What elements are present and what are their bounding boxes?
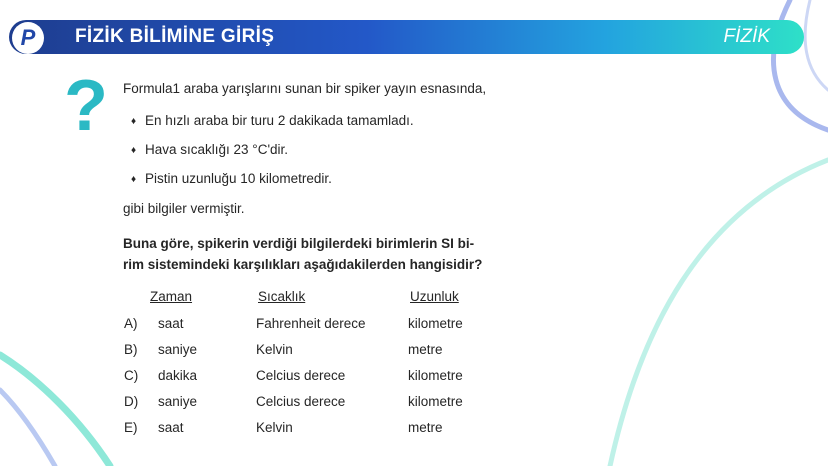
diamond-bullet-icon: ♦	[131, 174, 137, 185]
info-list	[131, 113, 414, 200]
list-item: ♦ En hızlı araba bir turu 2 dakikada tamamladı.	[131, 113, 414, 128]
list-item: ♦ Pistin uzunluğu 10 kilometredir.	[131, 171, 332, 186]
answer-option-b[interactable]: B) saniye Kelvin metre	[124, 342, 443, 357]
diamond-bullet-icon: ♦	[131, 145, 137, 156]
question-mark-icon: ?	[64, 66, 108, 146]
question-outro: gibi bilgiler vermiştir.	[123, 201, 245, 216]
answer-option-e[interactable]: E) saat Kelvin metre	[124, 420, 443, 435]
question-intro: Formula1 araba yarışlarını sunan bir spiker yayın esnasında,	[123, 81, 487, 96]
diamond-bullet-icon: ♦	[131, 116, 137, 127]
answer-option-c[interactable]: C) dakika Celcius derece kilometre	[124, 368, 463, 383]
column-header-temperature: Sıcaklık	[258, 289, 306, 304]
answer-option-d[interactable]: D) saniye Celcius derece kilometre	[124, 394, 463, 409]
column-header-time: Zaman	[150, 289, 193, 304]
subject-label: FİZİK	[723, 26, 770, 47]
page-title: FİZİK BİLİMİNE GİRİŞ	[75, 26, 275, 47]
column-header-length: Uzunluk	[410, 289, 459, 304]
question-stem: Buna göre, spikerin verdiği bilgilerdeki birimlerin SI bi- rim sistemindeki karşılıkları aşağıdakilerden hangisidir?	[123, 236, 483, 272]
list-item: ♦ Hava sıcaklığı 23 °C'dir.	[131, 142, 289, 157]
answer-option-a[interactable]: A) saat Fahrenheit derece kilometre	[124, 316, 463, 331]
logo-icon: P	[12, 22, 44, 54]
